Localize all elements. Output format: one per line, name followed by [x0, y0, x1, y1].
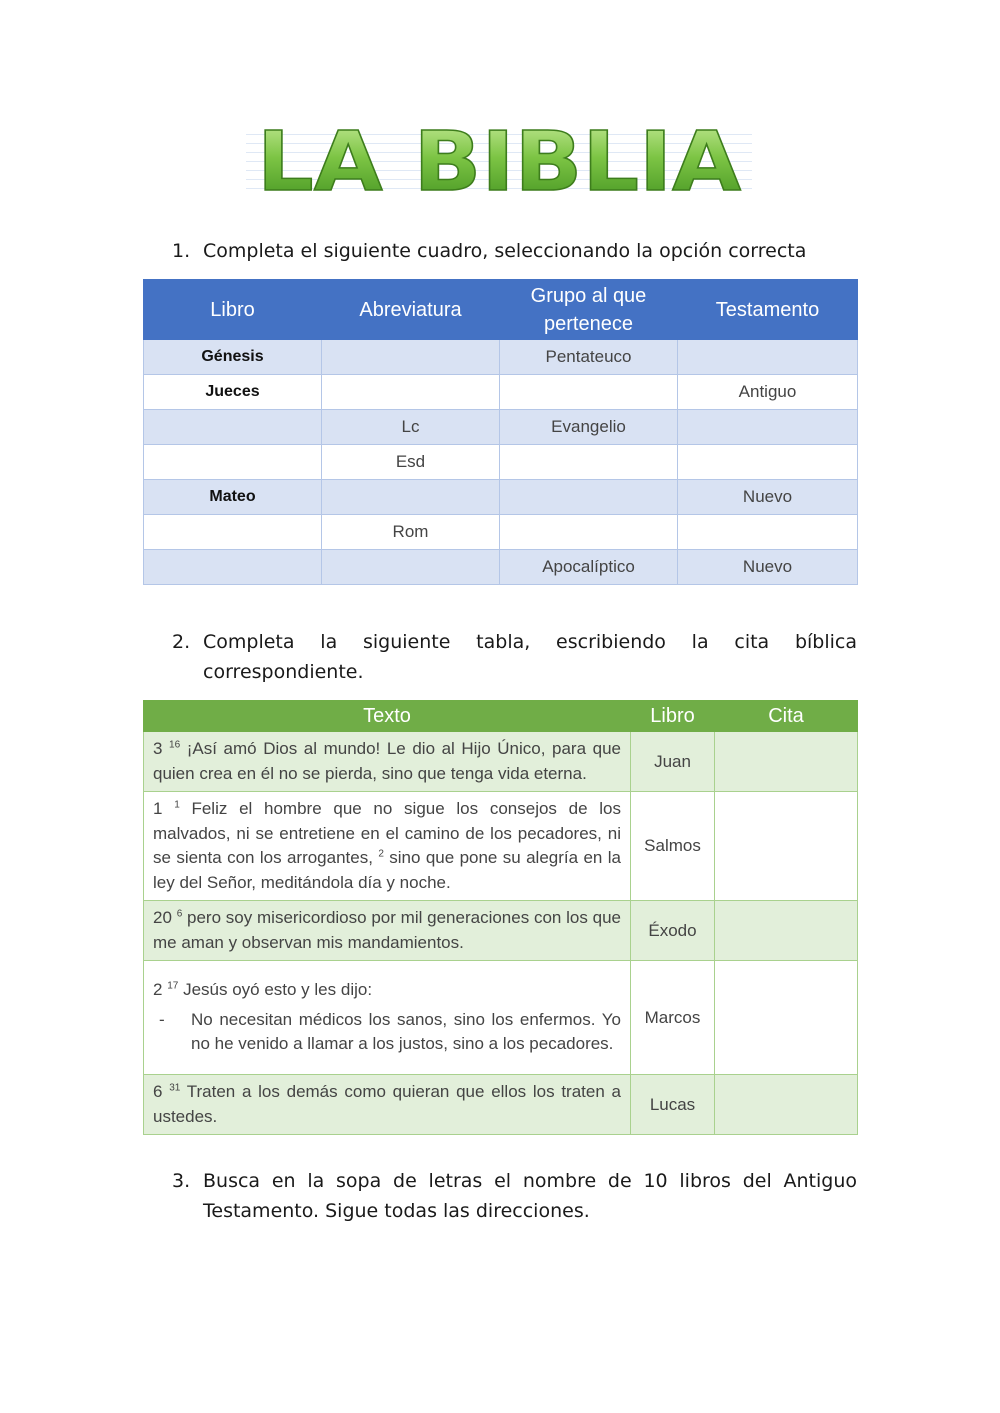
table-row	[144, 515, 858, 550]
answer-cell[interactable]	[678, 445, 858, 480]
answer-cell[interactable]	[322, 550, 500, 585]
table-row	[144, 480, 858, 515]
answer-cell[interactable]	[144, 410, 322, 445]
abbreviation-cell: Lc	[322, 410, 500, 445]
verse-text: Feliz el hombre que no sigue los consejos de los malvados, ni se entretiene en el camino de los pecadores, ni se sienta con los arrogantes,	[153, 799, 621, 867]
title-wordart	[246, 126, 752, 196]
table-header-row	[144, 280, 858, 340]
table-row	[144, 961, 858, 1075]
answer-cell[interactable]	[500, 480, 678, 515]
title-banner	[246, 126, 752, 196]
answer-cell[interactable]	[500, 445, 678, 480]
question-number: 1.	[172, 240, 191, 262]
verse-text: sino que pone su alegría en la ley del Señor, meditándola día y noche.	[153, 848, 621, 892]
table-row	[144, 732, 858, 792]
group-cell: Pentateuco	[500, 340, 678, 375]
verse-text: ¡Así amó Dios al mundo! Le dio al Hijo Único, para que quien crea en él no se pierda, sino que tenga vida eterna.	[153, 739, 621, 783]
column-header: Abreviatura	[322, 280, 500, 340]
question-text: Completa la siguiente tabla, escribiendo la cita bíblica correspondiente.	[203, 631, 857, 683]
verse-number: 16	[169, 739, 181, 751]
page-title: LA BIBLIA	[257, 126, 742, 196]
verse-text-cell	[144, 732, 631, 792]
table-row	[144, 445, 858, 480]
question-number: 3.	[172, 1170, 191, 1192]
testament-cell: Antiguo	[678, 375, 858, 410]
answer-cell[interactable]	[678, 515, 858, 550]
question-text: Busca en la sopa de letras el nombre de 10 libros del Antiguo Testamento. Sigue todas las direcciones.	[203, 1170, 857, 1222]
table-row	[144, 340, 858, 375]
answer-cell[interactable]	[322, 340, 500, 375]
answer-cell[interactable]	[144, 445, 322, 480]
table-row	[144, 792, 858, 901]
column-header: Cita	[715, 701, 858, 732]
verse-number: 2	[378, 848, 384, 860]
book-cell: Éxodo	[631, 901, 715, 961]
answer-cell[interactable]	[144, 550, 322, 585]
answer-cell[interactable]	[322, 375, 500, 410]
chapter-number: 20	[153, 908, 172, 927]
answer-cell[interactable]	[500, 375, 678, 410]
verse-text-cell	[144, 1075, 631, 1135]
answer-cell[interactable]	[144, 515, 322, 550]
column-header: Grupo al que pertenece	[500, 280, 678, 340]
table-row	[144, 1075, 858, 1135]
group-cell: Apocalíptico	[500, 550, 678, 585]
table-header-row	[144, 701, 858, 732]
abbreviation-cell: Esd	[322, 445, 500, 480]
books-table	[143, 279, 858, 585]
book-cell: Marcos	[631, 961, 715, 1075]
abbreviation-cell: Rom	[322, 515, 500, 550]
book-cell: Génesis	[144, 340, 322, 375]
chapter-number: 6	[153, 1082, 163, 1101]
verse-number: 31	[169, 1082, 181, 1094]
verse-text: Traten a los demás como quieran que ellos los traten a ustedes.	[153, 1082, 621, 1126]
verse-text-cell	[144, 792, 631, 901]
citation-answer-cell[interactable]	[715, 1075, 858, 1135]
answer-cell[interactable]	[678, 340, 858, 375]
column-header: Texto	[144, 701, 631, 732]
verse-text-cell	[144, 961, 631, 1075]
book-cell: Lucas	[631, 1075, 715, 1135]
answer-cell[interactable]	[500, 515, 678, 550]
table-row	[144, 550, 858, 585]
verse-text: Jesús oyó esto y les dijo:	[183, 980, 373, 1000]
table-row	[144, 901, 858, 961]
citation-answer-cell[interactable]	[715, 732, 858, 792]
dash-bullet: -	[159, 1009, 165, 1029]
table-row	[144, 375, 858, 410]
answer-cell[interactable]	[322, 480, 500, 515]
verse-text: pero soy misericordioso por mil generaciones con los que me aman y observan mis mandamientos.	[153, 908, 621, 952]
column-header: Libro	[631, 701, 715, 732]
book-cell: Mateo	[144, 480, 322, 515]
citation-answer-cell[interactable]	[715, 901, 858, 961]
verse-text: No necesitan médicos los sanos, sino los enfermos. Yo no he venido a llamar a los justos, sino a los pecadores.	[191, 1009, 621, 1054]
verse-number: 1	[174, 799, 180, 811]
testament-cell: Nuevo	[678, 550, 858, 585]
column-header: Libro	[144, 280, 322, 340]
book-cell: Salmos	[631, 792, 715, 901]
verse-number: 17	[167, 980, 179, 992]
testament-cell: Nuevo	[678, 480, 858, 515]
verse-text-cell	[144, 901, 631, 961]
answer-cell[interactable]	[678, 410, 858, 445]
quotes-table	[143, 700, 858, 1135]
chapter-number: 1	[153, 799, 163, 818]
table-row	[144, 410, 858, 445]
column-header: Testamento	[678, 280, 858, 340]
citation-answer-cell[interactable]	[715, 961, 858, 1075]
question-text: Completa el siguiente cuadro, seleccionando la opción correcta	[203, 240, 807, 262]
group-cell: Evangelio	[500, 410, 678, 445]
question-number: 2.	[172, 631, 191, 653]
chapter-number: 2	[153, 980, 163, 1000]
chapter-number: 3	[153, 739, 163, 758]
book-cell: Jueces	[144, 375, 322, 410]
verse-number: 6	[176, 908, 183, 920]
citation-answer-cell[interactable]	[715, 792, 858, 901]
book-cell: Juan	[631, 732, 715, 792]
